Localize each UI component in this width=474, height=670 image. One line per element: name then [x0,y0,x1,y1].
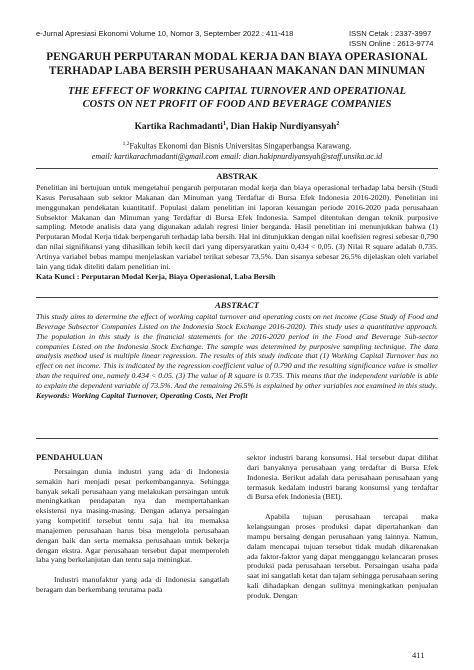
divider-bottom [36,438,438,439]
title-english [20,86,454,111]
section-heading-pendahuluan: PENDAHULUAN [36,452,103,462]
right-paragraph-2: Apabila tujuan perusahaan tercapai maka kelangsungan proses produksi dapat dipertahankan dan mampu bersaing dengan perusahaan yang lainnya. Namun, dalam mencapai tujuan tersebut tidak mudah dikarenakan ada faktor-faktor yang dapat mengganggu kelancaran proses produksi pada perusahaan tersebut. Persaingan usaha pada saat ini sangatlah ketat dan tajam sehingga perusahaan sering kali dihadapkan dengan sulitnya meningkatkan penjualan produk. Dengan [247,512,438,600]
author-2-sup: 2 [336,121,340,127]
right-paragraph-1: sektor industri barang konsumsi. Hal tersebut dapat dilihat dari banyaknya perusahaan yang terdaftar di Bursa Efek Indonesia. Berikut adalah data perusahaan perusahaan yang termasuk kedalam industri barang konsumsi yang terdaftar di Bursa efek Indonesia (BEI). [247,453,438,502]
abstrak-keywords [36,272,438,282]
abstract-keywords-label: Keywords: [36,390,70,400]
title-en-line-1: THE EFFECT OF WORKING CAPITAL TURNOVER AND OPERATIONAL [67,86,407,97]
abstract-text [36,312,438,401]
authors: Kartika Rachmadanti$^1$, Dian Hakip Nurdiyansyah$^2$ [134,121,340,133]
affiliation-line: Fakultas Ekonomi dan Bisnis Universitas Singaperbangsa Karawang. [129,141,352,151]
issn-print: ISSN Cetak : 2337-3997 [349,29,432,38]
abstrak-heading: ABSTRAK [216,171,258,181]
email-line: email: kartikarachmadanti@gmail.com email: dian.hakipnurdiyansyah@staff.unsika.ac.id [91,151,383,161]
abstrak-paragraph: Penelitian ini bertujuan untuk mengetahui pengaruh perputaran modal kerja dan biaya operasional terhadap laba bersih (Studi Kasus Perusahaan sub sektor Makanan dan Minuman yang Terdaftar di Bursa Efek Indonesia 2016-2020). Penelitian ini menggunakan pendekatan kuantitatif. Populasi dalam penelitian ini laporan keuangan periode 2016-2020 pada perusahaan Subsektor Makanan dan Minuman yang Terdaftar di Bursa Efek Indonesia. Sampel ditentukan dengan teknik purposive sampling. Metode analisis data yang digunakan adalah regresi linier berganda. Hasil penelitian ini menunjukkan bahwa (1) Perputaran Modal Kerja tidak berpengaruh terhadap laba bersih. Hal ini ditunjukkan dengan nilai koefisien regresi sebesar 0,790 dan nilai signifikansi yang dihasilkan lebih kecil dari yang dipersyaratkan yaitu 0,434 < 0,05. (3) Nilai R square adalah 0,735. Artinya variabel bebas mampu menjelaskan variabel terikat sebesar 73,5%. Dan sisanya sebesar 26,5% dijelaskan oleh variabel lain yang tidak diteliti dalam penelitian ini. [36,183,438,271]
divider-top [36,168,438,169]
author-2: Dian Hakip Nurdiyansyah [230,122,337,133]
affiliation-sup: 1,2 [122,141,130,147]
left-column [36,453,229,595]
abstract-paragraph: This study aims to determine the effect of working capital turnover and operating costs on net income (Case Study of Food and Beverage Subsector Companies Listed on the Indonesia Stock Exchange 2016-2020). This study uses a quantitative approach. The population in this study is the financial statements for the 2016-2020 period in the Food and Beverage Sub-sector companies Listed on the Indonesia Stock Exchange. The sample was determined by purposive sampling technique. The data analysis method used is multiple linear regression. The results of this study indicate that (1) Working Capital Turnover has no effect on net income. This is indicated by the regression coefficient value of 0.790 and the resulting significance value is smaller than the required one, namely 0.434 < 0.05. (3) The value of R square is 0.735. This means that the independent variable is able to explain the dependent variable of 73.5%. And the remaining 26.5% is explained by other variables not examined in this study. [36,312,438,390]
title-id-line-2: TERHADAP LABA BERSIH PERUSAHAAN MAKANAN DAN MINUMAN [48,64,426,77]
title-id-line-1: PENGARUH PERPUTARAN MODAL KERJA DAN BIAYA OPERASIONAL [46,51,428,63]
page-number: 411 [412,650,425,660]
abstrak-keywords-label: Kata Kunci : [36,271,80,281]
left-paragraph-2: Industri manufaktur yang ada di Indonesia sangatlah beragam dan berkembang terutama pada [36,575,229,595]
title-indonesian [20,51,454,78]
abstract-keywords [36,391,438,401]
affiliation [20,139,454,162]
right-column [247,453,438,601]
issn-online: ISSN Online : 2613-9774 [349,39,434,48]
abstrak-text [36,183,438,281]
journal-header: e-Jurnal Apresiasi Ekonomi Volume 10, Nomor 3, September 2022 : 411-418 [36,29,294,38]
left-paragraph-1: Persaingan dunia industri yang ada di Indonesia semakin hari menjadi pesat perkembangannya. Sehingga banyak sekali perusahaan yang melakukan persaingan untuk meningkatkan pendapatan nya dan mempertahankan eksistensi nya masing-masing. Dengan adanya persaingan yang kompetitif tersebut tentu saja hal itu memaksa manajemen perusahaan harus bisa mengelola perusahaan dengan baik dan serta memaksa perusahaan untuk bekerja dengan ekstra. Agar perusahaan tersebut dapat memperoleh laba yang berkelanjutan dan tentu saja meningkat. [36,466,229,565]
abstract-heading: ABSTRACT [215,300,259,310]
abstract-keywords-value: Working Capital Turnover, Operating Costs, Net Profit [69,390,248,400]
author-1-sup: 1 [222,121,226,127]
divider-middle [36,297,438,298]
author-1: Kartika Rachmadanti [134,122,223,133]
abstrak-keywords-value: Perputaran Modal Kerja, Biaya Operasional, Laba Bersih [79,271,276,281]
title-en-line-2: COSTS ON NET PROFIT OF FOOD AND BEVERAGE COMPANIES [82,98,392,110]
